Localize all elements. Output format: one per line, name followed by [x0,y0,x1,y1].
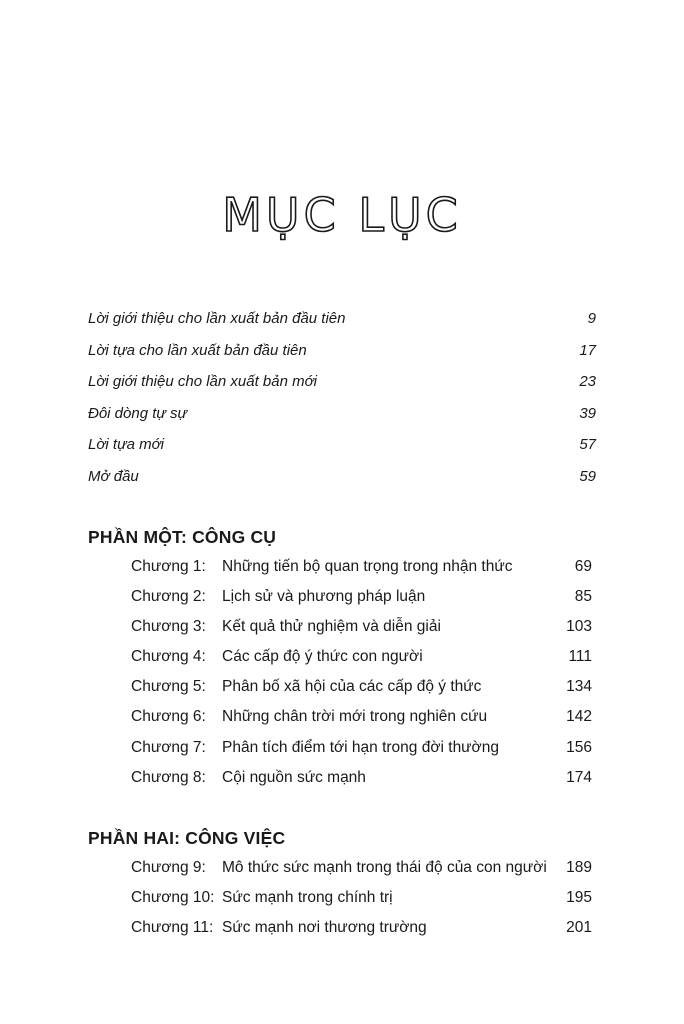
chapter-page: 134 [566,678,592,696]
chapter-list-part-two [131,859,592,949]
chapter-row [131,678,592,708]
chapter-title: Phân tích điểm tới hạn trong đời thường [222,738,499,756]
part-heading-two: PHẦN HAI: CÔNG VIỆC [88,828,286,848]
chapter-page: 69 [574,558,592,575]
chapter-title: Mô thức sức mạnh trong thái độ của con người [222,859,547,876]
chapter-page: 85 [574,588,592,606]
chapter-label: Chương 9: [131,859,206,876]
toc-entry-title: Lời giới thiệu cho lần xuất bản đầu tiên [88,310,346,327]
chapter-title: Phân bố xã hội của các cấp độ ý thức [222,678,482,696]
chapter-label: Chương 7: [131,738,206,756]
toc-entry [88,405,596,437]
chapter-title: Những chân trời mới trong nghiên cứu [222,708,488,726]
chapter-title: Cội nguồn sức mạnh [222,768,366,786]
toc-entry-title: Lời tựa mới [88,436,164,453]
chapter-row [131,889,592,919]
chapter-page: 103 [566,618,592,636]
chapter-title: Sức mạnh trong chính trị [222,889,393,907]
toc-entry-title: Mở đầu [88,467,139,485]
part-heading-one: PHẦN MỘT: CÔNG CỤ [88,527,277,547]
chapter-title: Kết quả thử nghiệm và diễn giải [222,618,441,636]
chapter-title: Lịch sử và phương pháp luận [222,588,426,606]
chapter-label: Chương 1: [131,558,206,575]
toc-entry [88,373,596,405]
chapter-label: Chương 3: [131,618,206,636]
chapter-title: Các cấp độ ý thức con người [222,648,423,666]
chapter-label: Chương 6: [131,708,206,726]
chapter-page: 142 [566,708,592,726]
toc-entry-page: 9 [587,310,596,327]
chapter-page: 195 [566,889,592,907]
chapter-label: Chương 10: [131,889,215,907]
chapter-label: Chương 8: [131,768,206,786]
toc-entry-page: 17 [579,341,596,359]
chapter-row [131,708,592,738]
chapter-row [131,588,592,618]
chapter-list-part-one [131,558,592,799]
chapter-label: Chương 2: [131,588,206,606]
toc-entry-page: 39 [579,404,596,422]
toc-entry [88,342,596,374]
chapter-title: Những tiến bộ quan trọng trong nhận thức [222,558,513,575]
toc-entry [88,310,596,342]
chapter-row [131,739,592,769]
toc-entry-title: Lời tựa cho lần xuất bản đầu tiên [88,341,307,359]
chapter-row [131,919,592,949]
chapter-page: 111 [568,648,592,666]
chapter-row [131,769,592,799]
toc-entry [88,468,596,500]
toc-entry-page: 59 [579,467,596,485]
chapter-row [131,558,592,588]
intro-list [88,310,596,499]
toc-entry-title: Lời giới thiệu cho lần xuất bản mới [88,373,317,390]
chapter-row [131,859,592,889]
chapter-page: 201 [566,919,592,937]
chapter-page: 156 [566,738,592,756]
chapter-row [131,618,592,648]
chapter-label: Chương 11: [131,919,214,937]
page-title: MỤC LỤC [222,188,462,242]
toc-entry-page: 23 [579,373,596,390]
chapter-label: Chương 5: [131,678,206,696]
chapter-page: 189 [566,859,592,876]
chapter-label: Chương 4: [131,648,206,666]
toc-entry-title: Đôi dòng tự sự [88,404,188,422]
chapter-page: 174 [566,768,592,786]
chapter-row [131,648,592,678]
toc-entry-page: 57 [579,436,596,453]
chapter-title: Sức mạnh nơi thương trường [222,919,427,937]
toc-entry [88,436,596,468]
